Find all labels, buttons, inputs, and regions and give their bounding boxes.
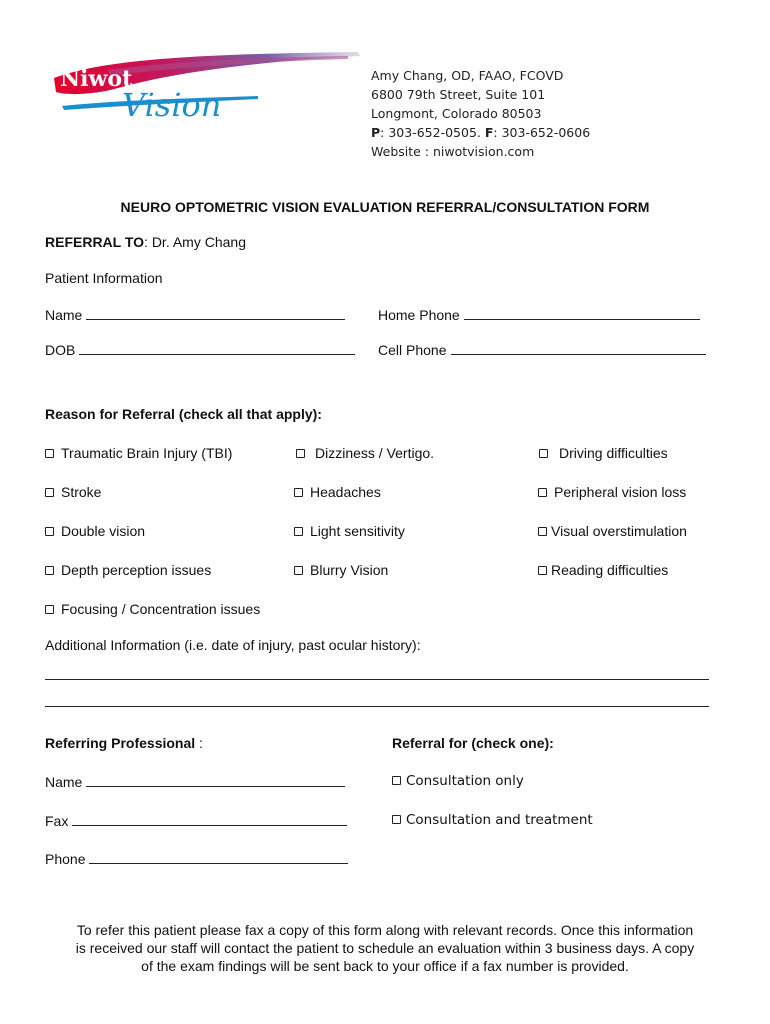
checkbox-icon[interactable] <box>296 449 305 458</box>
checkbox-label: Consultation only <box>406 773 524 789</box>
referral-to-value: : Dr. Amy Chang <box>144 234 246 250</box>
checkbox-icon[interactable] <box>45 449 54 458</box>
referrer-fax-label: Fax <box>45 813 69 829</box>
logo-text-niwot: Niwot <box>60 66 133 92</box>
street-address: 6800 79th Street, Suite 101 <box>371 87 546 102</box>
cell-phone-field[interactable] <box>378 340 706 358</box>
checkbox-label: Headaches <box>310 484 381 500</box>
checkbox-icon[interactable] <box>45 566 54 575</box>
checkbox-icon[interactable] <box>294 566 303 575</box>
footer-line-2: is received our staff will contact the patient to schedule an evaluation within 3 business days. A copy <box>75 940 695 956</box>
phone-number: : 303-652-0505. <box>380 125 485 140</box>
address-block <box>371 66 590 161</box>
footer-line-1: To refer this patient please fax a copy of this form along with relevant records. Once this information <box>76 922 694 938</box>
referral-to-label: REFERRAL TO <box>45 234 145 250</box>
checkbox-icon[interactable] <box>538 488 547 497</box>
checkbox-icon[interactable] <box>294 488 303 497</box>
city-state-zip: Longmont, Colorado 80503 <box>371 106 542 121</box>
checkbox-driving[interactable] <box>539 445 668 461</box>
phone-label: P <box>371 125 381 140</box>
checkbox-label: Focusing / Concentration issues <box>61 601 261 617</box>
patient-info-heading: Patient Information <box>45 270 163 286</box>
checkbox-reading[interactable] <box>538 562 668 578</box>
referral-to <box>45 234 246 250</box>
referring-professional-colon: : <box>195 735 203 751</box>
fax-label: F <box>484 125 494 140</box>
checkbox-label: Double vision <box>61 523 146 539</box>
checkbox-label: Reading difficulties <box>551 562 669 578</box>
form-title: NEURO OPTOMETRIC VISION EVALUATION REFERRAL/CONSULTATION FORM <box>120 199 650 215</box>
checkbox-icon[interactable] <box>45 527 54 536</box>
referrer-phone-label: Phone <box>45 851 86 867</box>
home-phone-label: Home Phone <box>378 307 460 323</box>
checkbox-double-vision[interactable] <box>45 523 145 539</box>
checkbox-icon[interactable] <box>392 776 401 785</box>
website[interactable]: Website : niwotvision.com <box>371 144 535 159</box>
referring-professional-label: Referring Professional <box>45 735 196 751</box>
additional-info-line-1[interactable] <box>45 679 709 680</box>
checkbox-icon[interactable] <box>539 449 548 458</box>
checkbox-consultation-treatment[interactable] <box>392 812 593 828</box>
referrer-fax-field[interactable] <box>45 811 347 829</box>
checkbox-label: Traumatic Brain Injury (TBI) <box>61 445 233 461</box>
referrer-phone-field[interactable] <box>45 849 348 867</box>
checkbox-consultation-only[interactable] <box>392 773 524 789</box>
home-phone-field[interactable] <box>378 305 700 323</box>
checkbox-label: Light sensitivity <box>310 523 405 539</box>
dob-line[interactable] <box>79 340 355 355</box>
patient-name-line[interactable] <box>86 305 345 320</box>
checkbox-depth-perception[interactable] <box>45 562 211 578</box>
referrer-name-line[interactable] <box>86 772 345 787</box>
checkbox-label: Depth perception issues <box>61 562 212 578</box>
referrer-name-field[interactable] <box>45 772 345 790</box>
additional-info-label: Additional Information (i.e. date of injury, past ocular history): <box>45 637 421 653</box>
checkbox-icon[interactable] <box>45 488 54 497</box>
checkbox-headaches[interactable] <box>294 484 381 500</box>
referral-for-heading: Referral for (check one): <box>392 735 554 751</box>
checkbox-label: Dizziness / Vertigo. <box>315 445 435 461</box>
checkbox-label: Peripheral vision loss <box>554 484 687 500</box>
doctor-name: Amy Chang, OD, FAAO, FCOVD <box>371 68 564 83</box>
cell-phone-label: Cell Phone <box>378 342 447 358</box>
phone-fax-line <box>371 123 590 142</box>
checkbox-label: Stroke <box>61 484 102 500</box>
checkbox-icon[interactable] <box>538 527 547 536</box>
cell-phone-line[interactable] <box>451 340 706 355</box>
referrer-phone-line[interactable] <box>89 849 348 864</box>
checkbox-light-sensitivity[interactable] <box>294 523 405 539</box>
checkbox-label: Consultation and treatment <box>406 812 593 828</box>
footer-line-3: of the exam findings will be sent back to your office if a fax number is provided. <box>141 958 629 974</box>
referrer-name-label: Name <box>45 774 83 790</box>
checkbox-icon[interactable] <box>538 566 547 575</box>
checkbox-icon[interactable] <box>392 815 401 824</box>
checkbox-focusing[interactable] <box>45 601 260 617</box>
reason-heading: Reason for Referral (check all that apply): <box>45 406 322 422</box>
checkbox-overstimulation[interactable] <box>538 523 687 539</box>
dob-field[interactable] <box>45 340 355 358</box>
patient-name-field[interactable] <box>45 305 345 323</box>
additional-info-line-2[interactable] <box>45 706 709 707</box>
checkbox-tbi[interactable] <box>45 445 232 461</box>
home-phone-line[interactable] <box>464 305 700 320</box>
checkbox-label: Blurry Vision <box>310 562 389 578</box>
footer-instructions <box>0 921 770 975</box>
logo-text-vision: Vision <box>122 86 222 124</box>
checkbox-icon[interactable] <box>294 527 303 536</box>
checkbox-icon[interactable] <box>45 605 54 614</box>
dob-label: DOB <box>45 342 76 358</box>
patient-name-label: Name <box>45 307 83 323</box>
checkbox-label: Visual overstimulation <box>551 523 687 539</box>
checkbox-stroke[interactable] <box>45 484 101 500</box>
checkbox-label: Driving difficulties <box>559 445 668 461</box>
checkbox-dizziness[interactable] <box>296 445 434 461</box>
checkbox-peripheral[interactable] <box>538 484 686 500</box>
referring-professional-heading <box>45 735 203 751</box>
checkbox-blurry-vision[interactable] <box>294 562 388 578</box>
fax-number: : 303-652-0606 <box>493 125 591 140</box>
referrer-fax-line[interactable] <box>72 811 347 826</box>
